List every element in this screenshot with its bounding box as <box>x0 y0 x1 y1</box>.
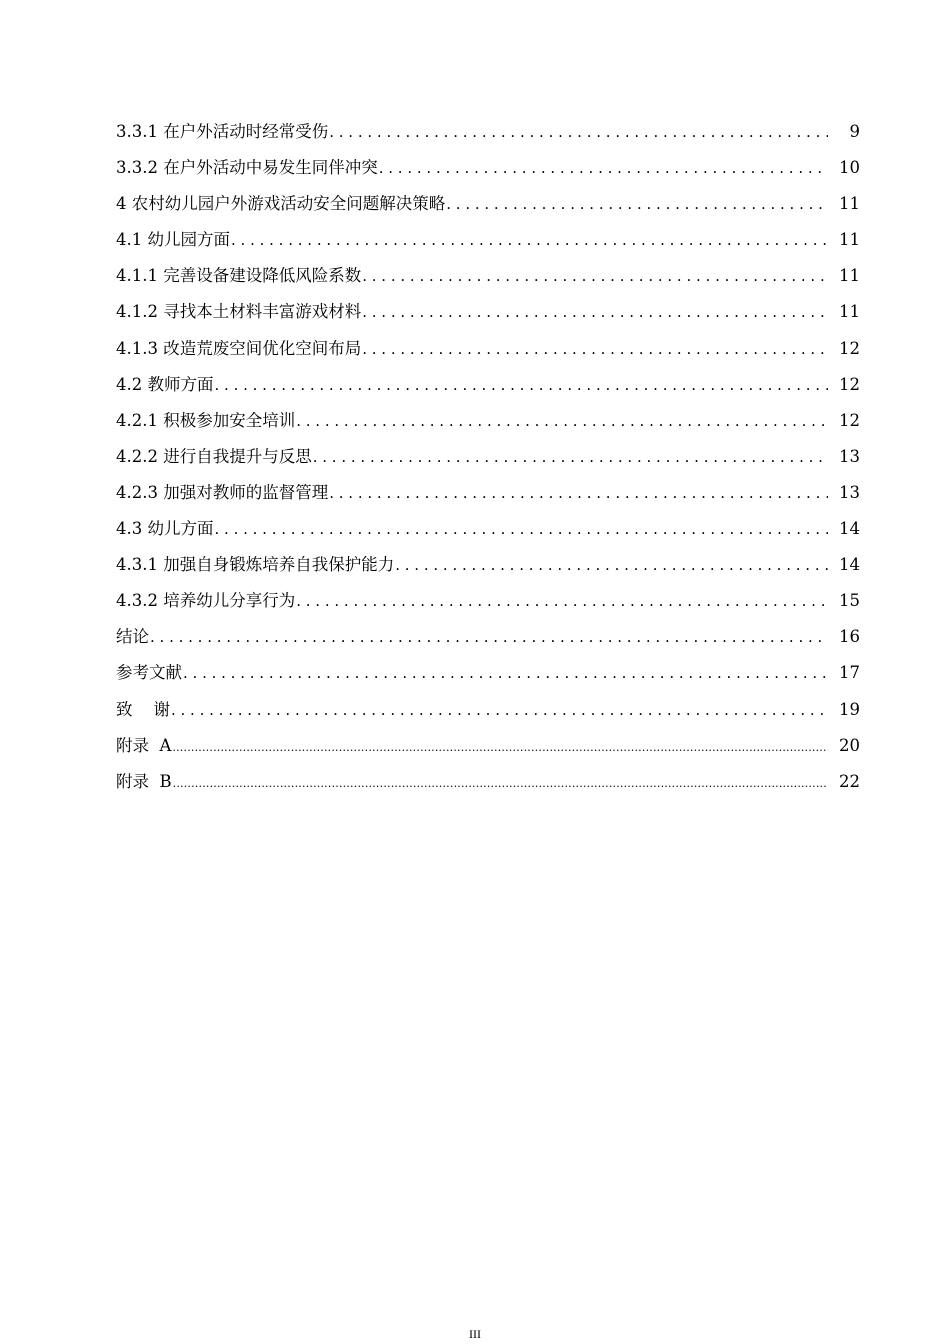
toc-entry-title: 3.3.2 在户外活动中易发生同伴冲突 <box>116 158 378 178</box>
toc-entry-page: 12 <box>839 410 860 430</box>
dot-leader <box>215 367 829 403</box>
toc-entry[interactable] <box>116 331 860 367</box>
table-of-contents <box>116 114 860 800</box>
toc-entry[interactable] <box>116 186 860 222</box>
toc-entry-title: 4.3.1 加强自身锻炼培养自我保护能力 <box>116 555 395 575</box>
dot-leader <box>150 619 828 655</box>
toc-entry-page: 13 <box>839 482 860 502</box>
toc-entry-title: 4.2.1 积极参加安全培训 <box>116 410 296 430</box>
toc-entry[interactable] <box>116 258 860 294</box>
toc-entry-title: 4.1 幼儿园方面 <box>116 230 230 250</box>
toc-entry[interactable] <box>116 114 860 150</box>
toc-entry[interactable] <box>116 475 860 511</box>
toc-entry-page: 14 <box>839 555 860 575</box>
toc-entry-page: 11 <box>839 230 860 250</box>
dot-leader <box>379 150 828 186</box>
toc-entry-page: 9 <box>849 122 860 141</box>
toc-entry-title: 4 农村幼儿园户外游戏活动安全问题解决策略 <box>116 194 446 214</box>
toc-entry[interactable] <box>116 547 860 583</box>
toc-entry[interactable] <box>116 403 860 439</box>
toc-entry-page: 13 <box>839 446 860 466</box>
toc-entry-page: 11 <box>839 194 860 214</box>
toc-entry[interactable] <box>116 294 860 330</box>
dot-leader <box>173 764 828 800</box>
toc-entry-page: 20 <box>839 735 860 755</box>
dot-leader <box>446 186 828 222</box>
toc-entry-page: 19 <box>839 699 860 719</box>
toc-entry-title: 4.3.2 培养幼儿分享行为 <box>116 591 296 611</box>
toc-entry-page: 22 <box>839 771 860 791</box>
dot-leader <box>231 222 828 258</box>
toc-entry[interactable] <box>116 619 860 655</box>
toc-entry-page: 11 <box>839 266 860 286</box>
dot-leader <box>395 547 828 583</box>
toc-entry-page: 16 <box>839 627 860 647</box>
toc-entry-title: 4.3 幼儿方面 <box>116 519 214 539</box>
dot-leader <box>362 331 828 367</box>
dot-leader <box>313 439 828 475</box>
toc-entry[interactable] <box>116 367 860 403</box>
toc-entry[interactable] <box>116 764 860 800</box>
toc-entry[interactable] <box>116 583 860 619</box>
toc-entry-page: 10 <box>839 158 860 178</box>
toc-entry[interactable] <box>116 692 860 728</box>
toc-entry-title: 3.3.1 在户外活动时经常受伤 <box>116 122 329 141</box>
toc-entry-title: 4.1.1 完善设备建设降低风险系数 <box>116 266 362 286</box>
toc-entry-page: 14 <box>839 519 860 539</box>
toc-entry-title: 参考文献 <box>116 663 182 683</box>
toc-entry-title: 附录 A <box>116 735 172 755</box>
toc-entry-title: 4.2.2 进行自我提升与反思 <box>116 446 312 466</box>
dot-leader <box>329 114 828 150</box>
toc-entry[interactable] <box>116 728 860 764</box>
toc-entry-title: 4.1.3 改造荒废空间优化空间布局 <box>116 338 362 358</box>
toc-entry-title: 4.1.2 寻找本土材料丰富游戏材料 <box>116 302 362 322</box>
toc-entry[interactable] <box>116 511 860 547</box>
dot-leader <box>172 728 828 764</box>
toc-entry-title: 4.2 教师方面 <box>116 374 214 394</box>
toc-entry-page: 15 <box>839 591 860 611</box>
toc-entry-title: 结论 <box>116 627 149 647</box>
dot-leader <box>329 475 828 511</box>
toc-entry-title: 4.2.3 加强对教师的监督管理 <box>116 482 329 502</box>
dot-leader <box>183 655 828 691</box>
toc-entry-page: 17 <box>839 663 860 683</box>
toc-entry-title: 附录 B <box>116 771 172 791</box>
dot-leader <box>171 692 828 728</box>
toc-entry-page: 12 <box>839 338 860 358</box>
dot-leader <box>215 511 829 547</box>
toc-entry[interactable] <box>116 655 860 691</box>
page-number: III <box>469 1327 481 1341</box>
dot-leader <box>362 294 828 330</box>
toc-entry-page: 12 <box>839 374 860 394</box>
dot-leader <box>362 258 828 294</box>
toc-entry[interactable] <box>116 439 860 475</box>
toc-entry-title: 致 谢 <box>116 699 170 719</box>
toc-entry[interactable] <box>116 150 860 186</box>
dot-leader <box>296 583 828 619</box>
dot-leader <box>296 403 828 439</box>
toc-entry-page: 11 <box>839 302 860 322</box>
toc-entry[interactable] <box>116 222 860 258</box>
